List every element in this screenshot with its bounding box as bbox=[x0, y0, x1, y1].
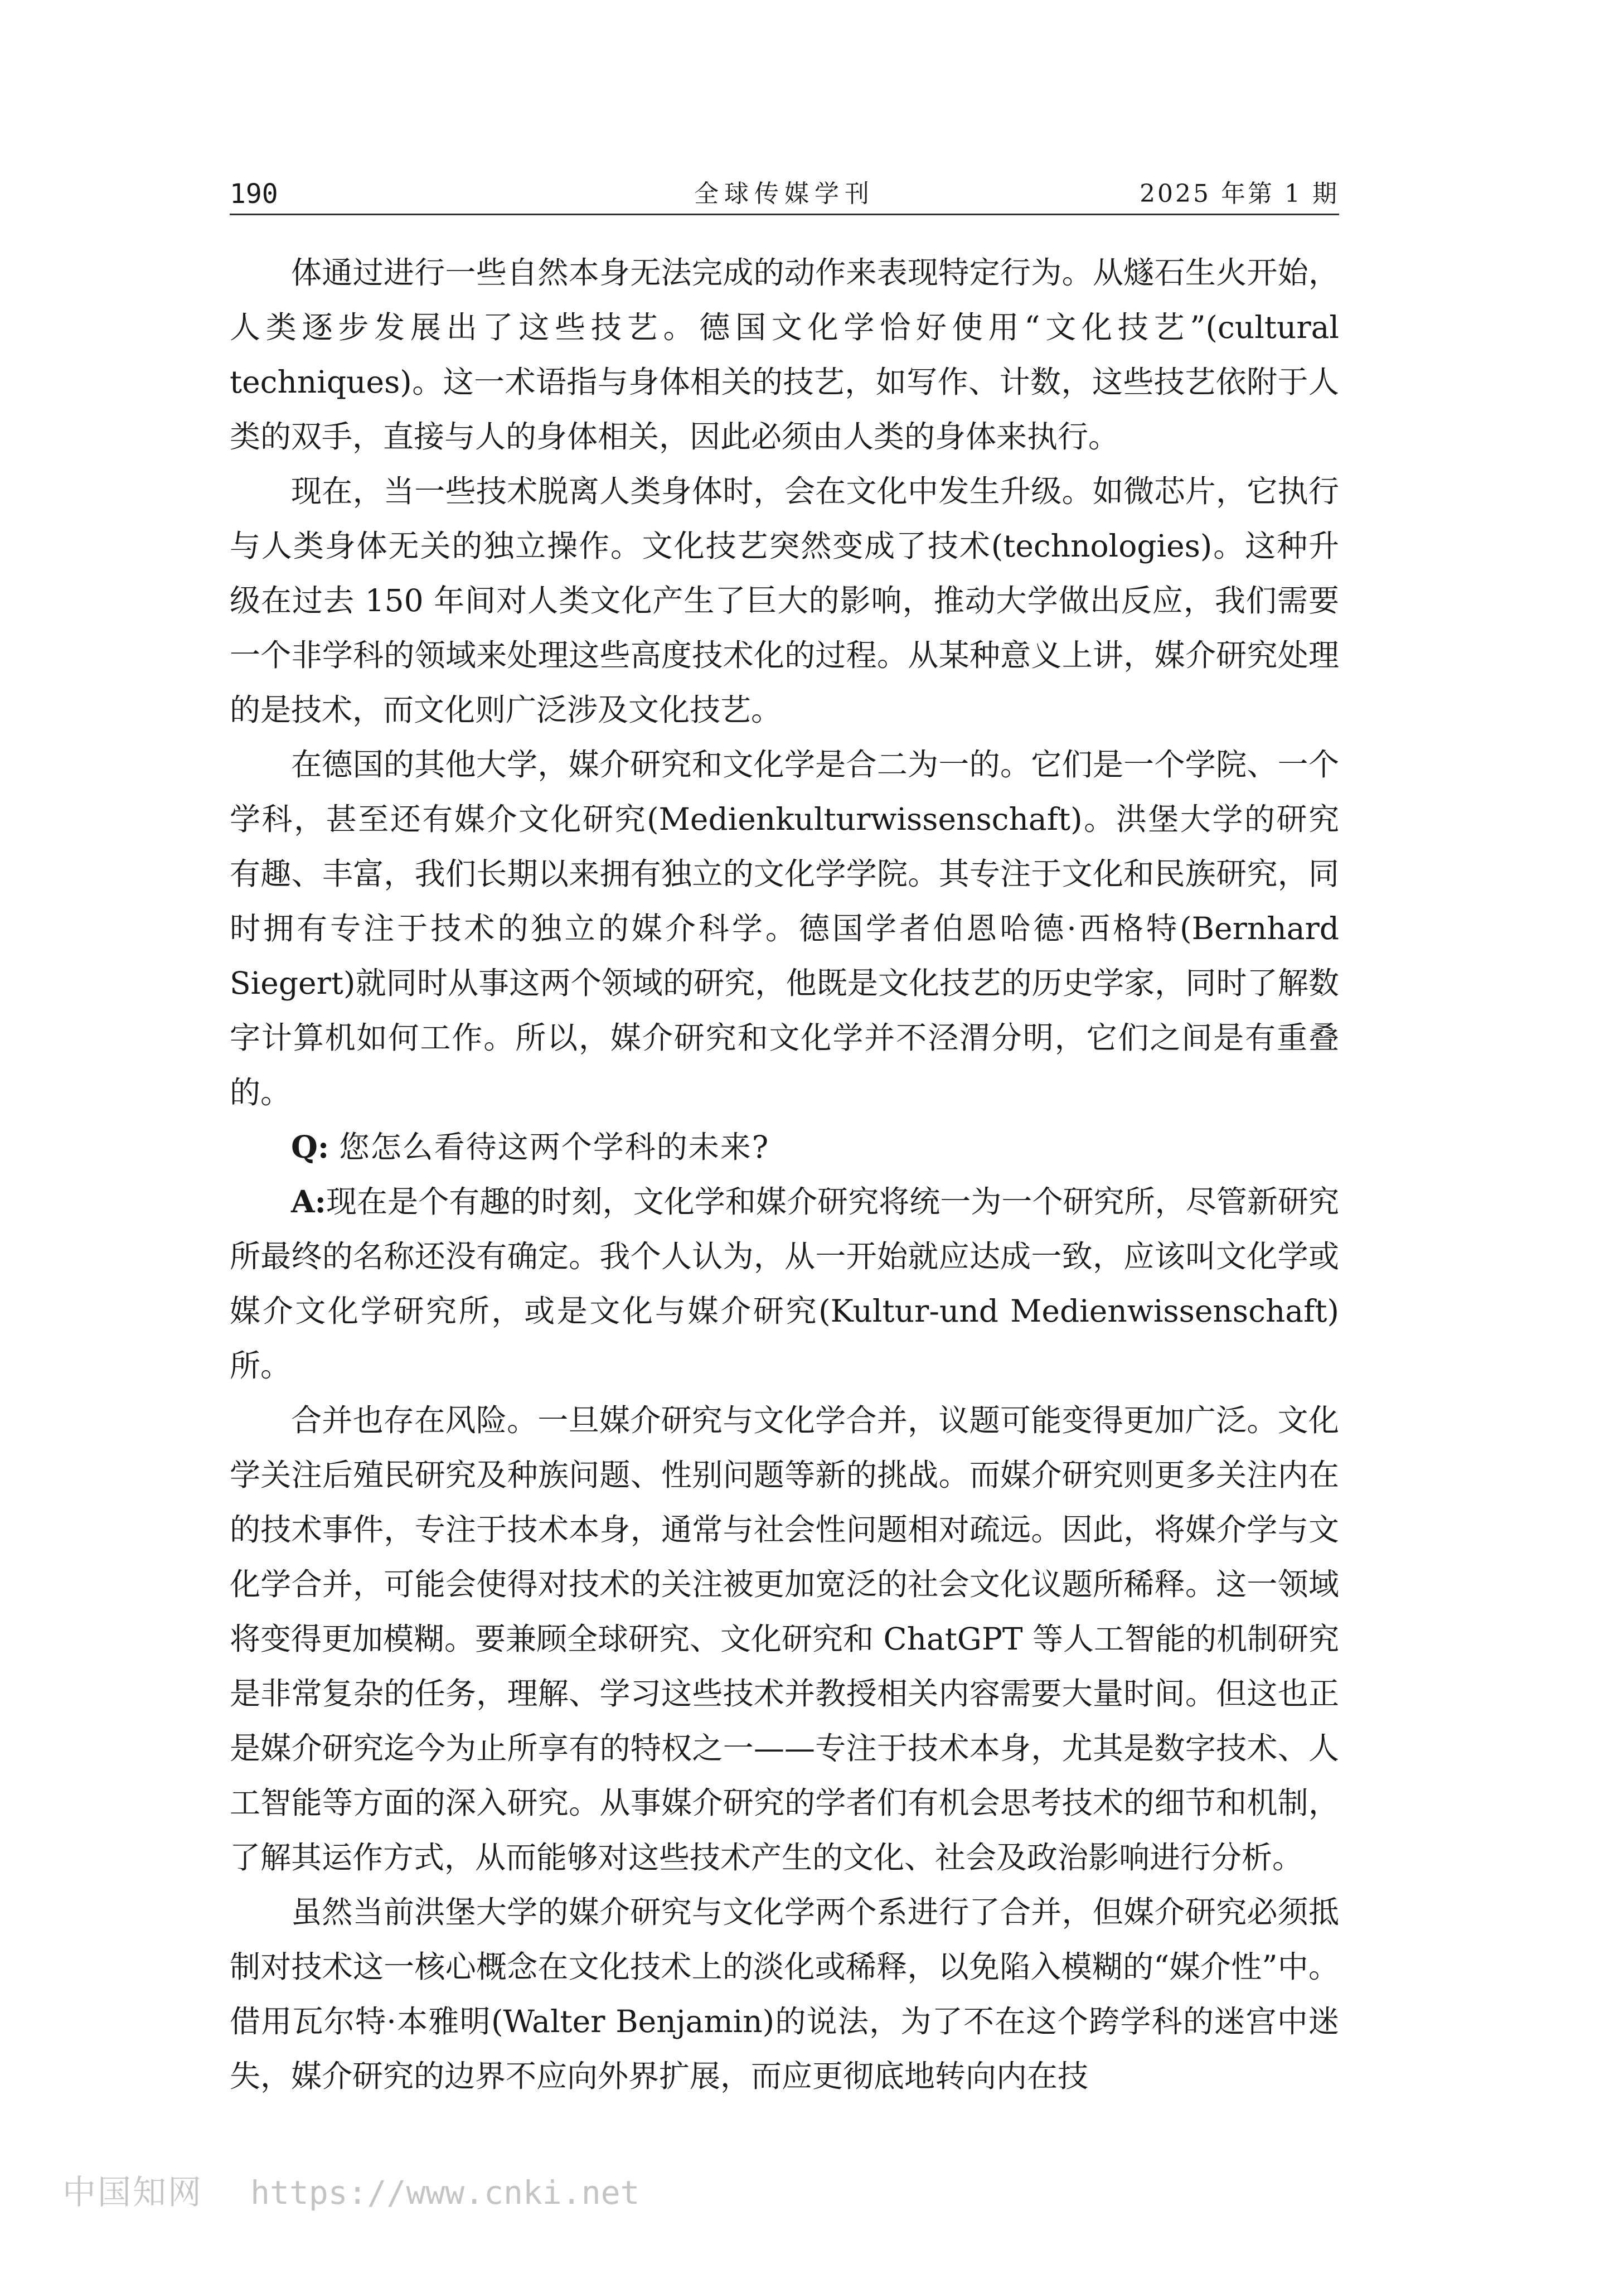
running-header bbox=[230, 177, 1339, 211]
paragraph: 现在，当一些技术脱离人类身体时，会在文化中发生升级。如微芯片，它执行与人类身体无关的独立操作。文化技艺突然变成了技术(technologies)。这种升级在过去 150 年间对人类文化产生了巨大的影响，推动大学做出反应，我们需要一个非学科的领域来处理这些高度技术化的过程。从某种意义上讲，媒介研究处理的是技术，而文化则广泛涉及文化技艺。 bbox=[230, 473, 1339, 728]
paragraph: 合并也存在风险。一旦媒介研究与文化学合并，议题可能变得更加广泛。文化学关注后殖民研究及种族问题、性别问题等新的挑战。而媒介研究则更多关注内在的技术事件，专注于技术本身，通常与社会性问题相对疏远。因此，将媒介学与文化学合并，可能会使得对技术的关注被更加宽泛的社会文化议题所稀释。这一领域将变得更加模糊。要兼顾全球研究、文化研究和 ChatGPT 等人工智能的机制研究是非常复杂的任务，理解、学习这些技术并教授相关内容需要大量时间。但这也正是媒介研究迄今为止所享有的特权之一——专注于技术本身，尤其是数字技术、人工智能等方面的深入研究。从事媒介研究的学者们有机会思考技术的细节和机制，了解其运作方式，从而能够对这些技术产生的文化、社会及政治影响进行分析。 bbox=[230, 1402, 1339, 1875]
question-text: 您怎么看待这两个学科的未来? bbox=[338, 1129, 770, 1165]
article-body bbox=[230, 245, 1339, 2103]
interview-answer bbox=[230, 1174, 1339, 1393]
header-rule bbox=[230, 214, 1339, 215]
cnki-watermark bbox=[62, 2170, 639, 2215]
paragraph: 在德国的其他大学，媒介研究和文化学是合二为一的。它们是一个学院、一个学科，甚至还有媒介文化研究(Medienkulturwissenschaft)。洪堡大学的研究有趣、丰富，我们长期以来拥有独立的文化学学院。其专注于文化和民族研究，同时拥有专注于技术的独立的媒介科学。德国学者伯恩哈德·西格特(Bernhard Siegert)就同时从事这两个领域的研究，他既是文化技艺的历史学家，同时了解数字计算机如何工作。所以，媒介研究和文化学并不泾渭分明，它们之间是有重叠的。 bbox=[230, 747, 1339, 1110]
watermark-site-name: 中国知网 bbox=[62, 2173, 203, 2212]
answer-speaker: A: bbox=[291, 1183, 326, 1220]
issue-label: 2025 年第 1 期 bbox=[1140, 180, 1339, 208]
journal-name: 全球传媒学刊 bbox=[694, 180, 875, 208]
answer-text: 现在是个有趣的时刻，文化学和媒介研究将统一为一个研究所，尽管新研究所最终的名称还没有确定。我个人认为，从一开始就应达成一致，应该叫文化学或媒介文化学研究所，或是文化与媒介研究(Kultur-und Medienwissenschaft)所。 bbox=[230, 1184, 1339, 1384]
paragraph: 虽然当前洪堡大学的媒介研究与文化学两个系进行了合并，但媒介研究必须抵制对技术这一核心概念在文化技术上的淡化或稀释，以免陷入模糊的“媒介性”中。借用瓦尔特·本雅明(Walter Benjamin)的说法，为了不在这个跨学科的迷宫中迷失，媒介研究的边界不应向外界扩展，而应更彻底地转向内在技 bbox=[230, 1894, 1339, 2094]
question-speaker: Q: bbox=[291, 1129, 329, 1165]
page-number: 190 bbox=[230, 178, 278, 210]
paragraph: 体通过进行一些自然本身无法完成的动作来表现特定行为。从燧石生火开始，人类逐步发展出了这些技艺。德国文化学恰好使用“文化技艺”(cultural techniques)。这一术语指与身体相关的技艺，如写作、计数，这些技艺依附于人类的双手，直接与人的身体相关，因此必须由人类的身体来执行。 bbox=[230, 255, 1339, 454]
interview-question bbox=[230, 1120, 1339, 1174]
watermark-url[interactable]: https://www.cnki.net bbox=[250, 2174, 640, 2212]
